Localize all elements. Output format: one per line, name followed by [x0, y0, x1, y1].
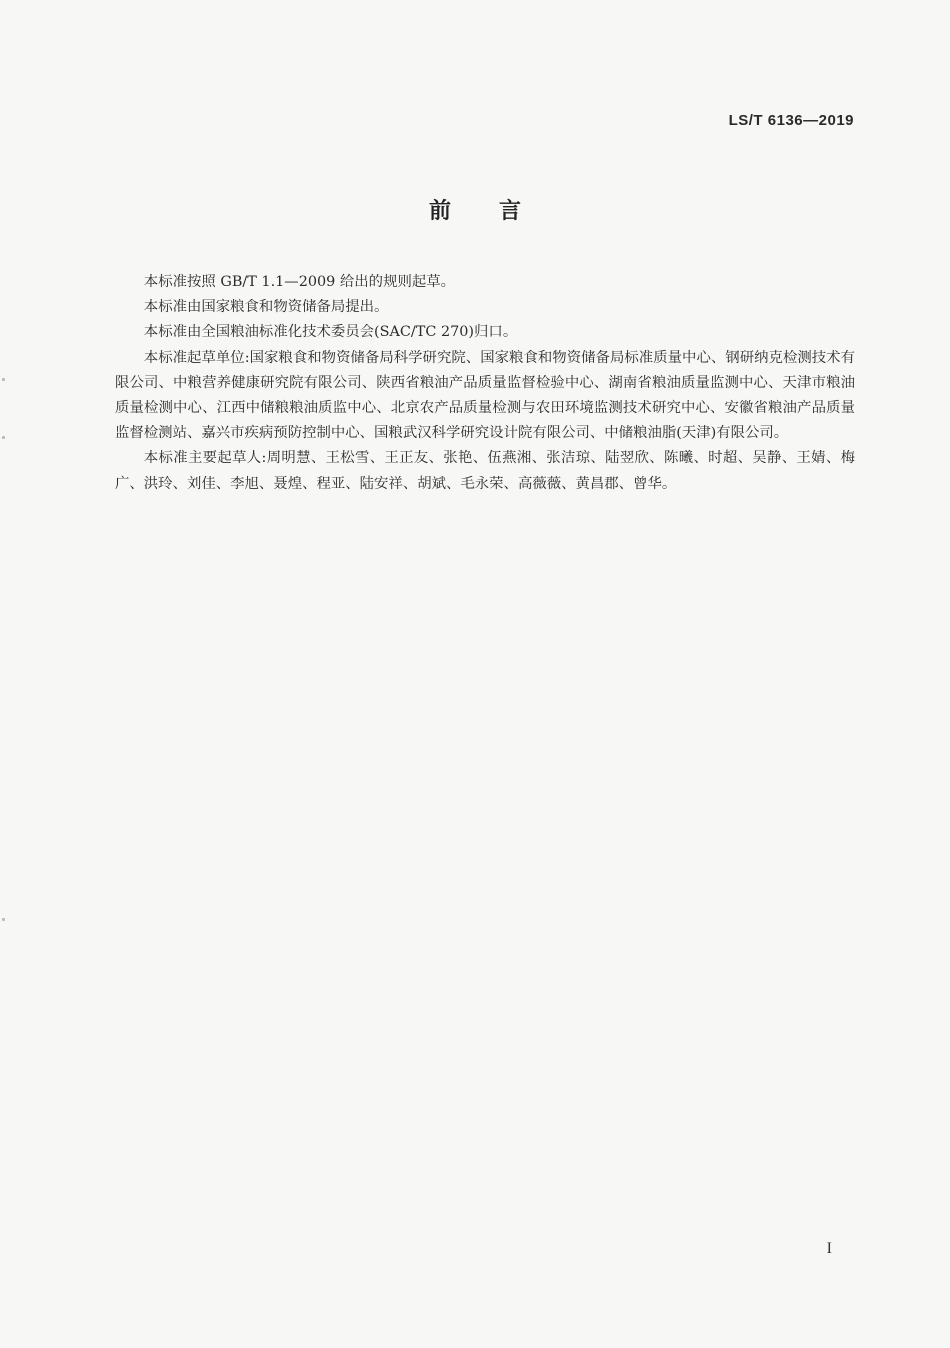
- paragraph-proposer: 本标准由国家粮食和物资储备局提出。: [143, 299, 389, 316]
- paragraph-drafters: 本标准主要起草人:周明慧、王松雪、王正友、张艳、伍燕湘、张洁琼、陆翌欣、陈曦、时超、吴静、王婧、梅广、洪玲、刘佳、李旭、聂煌、程亚、陆安祥、胡斌、毛永荣、高薇薇、黄昌郡、曾华。: [115, 450, 855, 492]
- page-title: 前言: [428, 199, 569, 224]
- standard-code: LS/T 6136—2019: [728, 112, 854, 129]
- scan-edge-mark: [2, 378, 5, 381]
- page-number: I: [826, 1240, 832, 1257]
- paragraph-drafting-rules: 本标准按照 GB/T 1.1—2009 给出的规则起草。: [143, 274, 456, 290]
- paragraph-committee: 本标准由全国粮油标准化技术委员会(SAC/TC 270)归口。: [143, 324, 518, 341]
- foreword-body: [115, 270, 855, 497]
- scan-edge-mark: [2, 436, 5, 439]
- scan-edge-mark: [2, 918, 5, 921]
- paragraph-drafting-units: 本标准起草单位:国家粮食和物资储备局科学研究院、国家粮食和物资储备局标准质量中心、钢研纳克检测技术有限公司、中粮营养健康研究院有限公司、陕西省粮油产品质量监督检验中心、湖南省粮油质量监测中心、天津市粮油质量检测中心、江西中储粮粮油质监中心、北京农产品质量检测与农田环境监测技术研究中心、安徽省粮油产品质量监督检测站、嘉兴市疾病预防控制中心、国粮武汉科学研究设计院有限公司、中储粮油脂(天津)有限公司。: [115, 349, 855, 442]
